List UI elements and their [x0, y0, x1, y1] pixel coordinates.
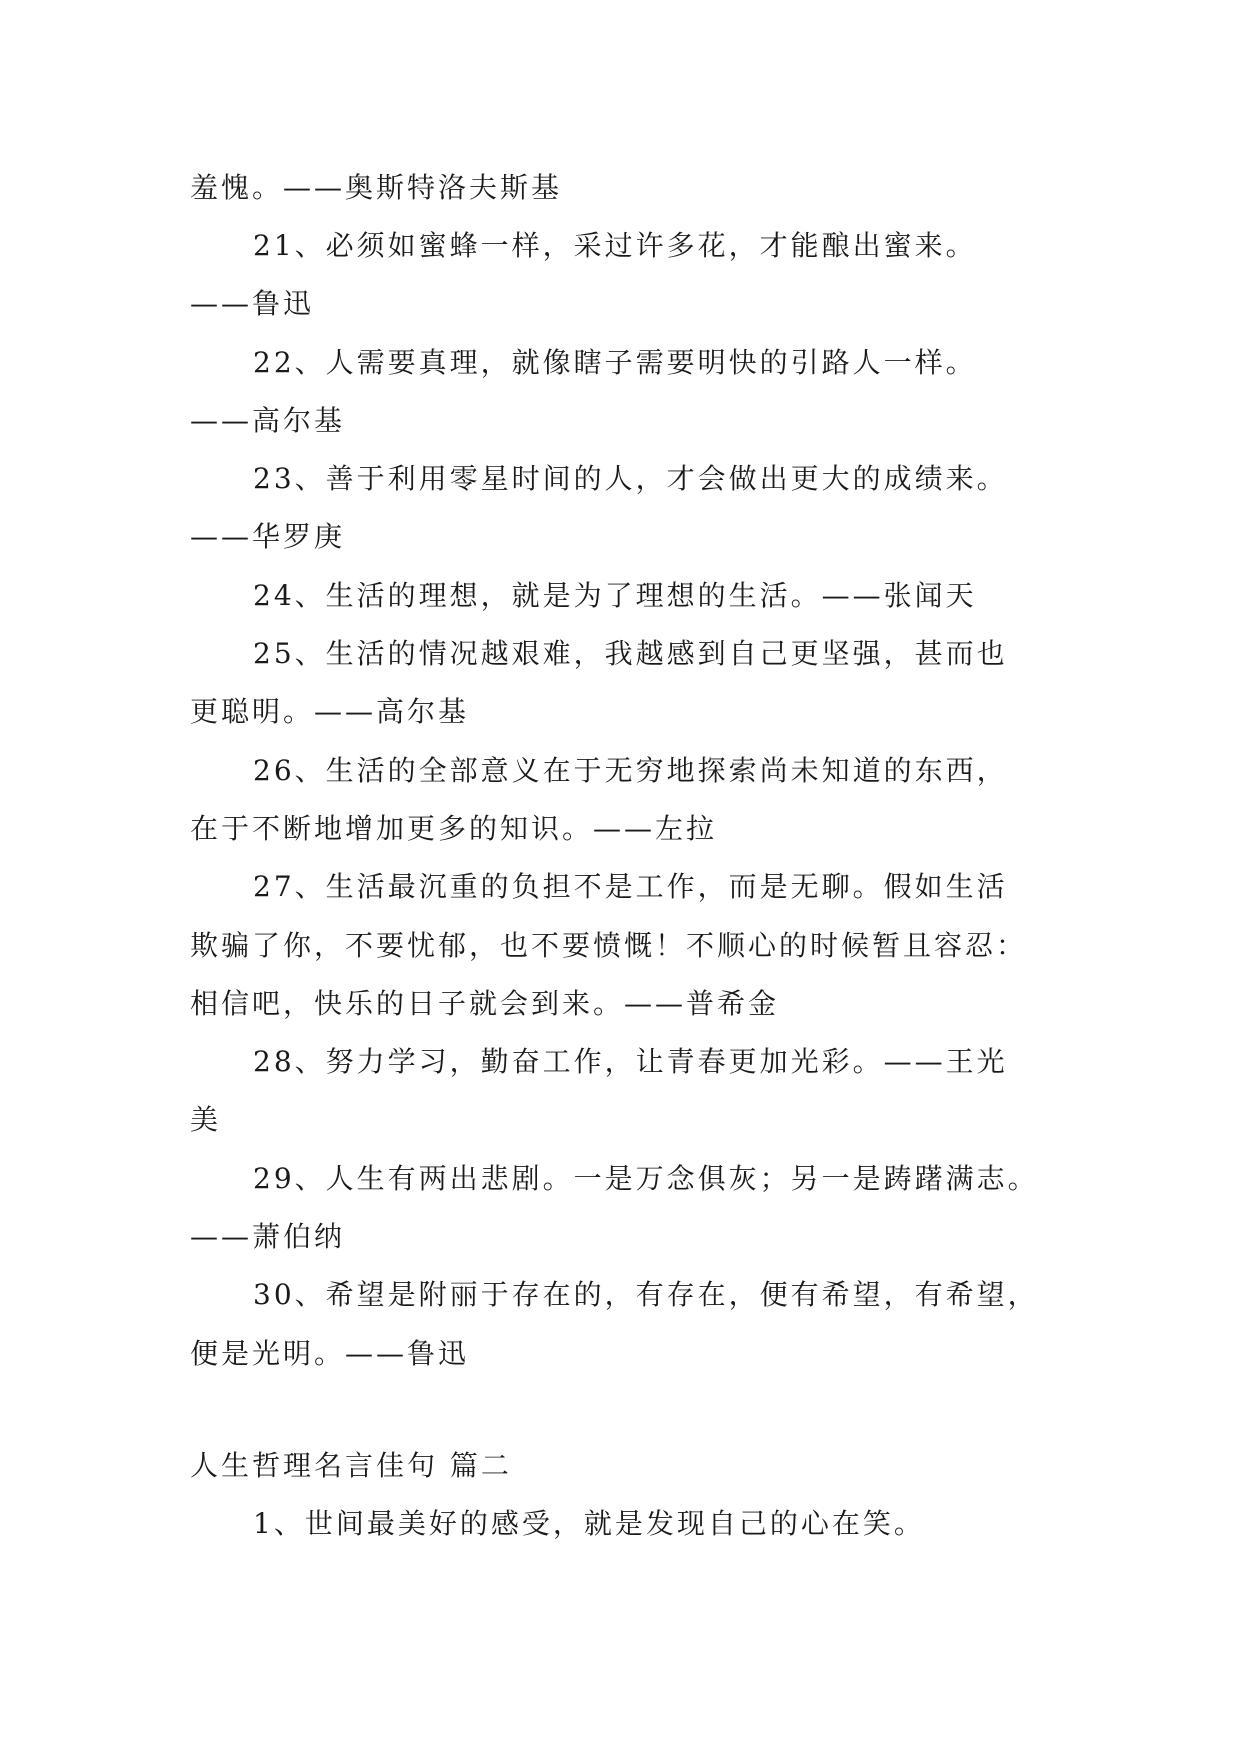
quote-29: 29、人生有两出悲剧。一是万念俱灰；另一是踌躇满志。: [253, 1162, 1039, 1195]
quote-23: 23、善于利用零星时间的人，才会做出更大的成绩来。: [253, 462, 1008, 495]
quote-22: 22、人需要真理，就像瞎子需要明快的引路人一样。: [253, 346, 977, 379]
quote-30-cont: 便是光明。——鲁迅: [190, 1337, 470, 1370]
section2-quote-1: 1、世间最美好的感受，就是发现自己的心在笑。: [253, 1507, 925, 1540]
quote-27-cont-1: 欺骗了你，不要忧郁，也不要愤慨！不顺心的时候暂且容忍：: [190, 929, 1028, 962]
quote-21: 21、必须如蜜蜂一样，采过许多花，才能酿出蜜来。: [253, 229, 977, 262]
quote-23-author: ——华罗庚: [190, 520, 346, 553]
quote-21-author: ——鲁迅: [190, 287, 315, 320]
quote-28: 28、努力学习，勤奋工作，让青春更加光彩。——王光: [253, 1045, 1008, 1078]
quote-30: 30、希望是附丽于存在的，有存在，便有希望，有希望，: [253, 1278, 1039, 1311]
section-heading: 人生哲理名言佳句 篇二: [190, 1449, 512, 1482]
quote-22-author: ——高尔基: [190, 404, 346, 437]
quote-25-cont: 更聪明。——高尔基: [190, 695, 470, 728]
quote-20-tail: 羞愧。——奥斯特洛夫斯基: [190, 171, 563, 204]
quote-29-author: ——萧伯纳: [190, 1220, 346, 1253]
quote-26: 26、生活的全部意义在于无穷地探索尚未知道的东西，: [253, 754, 1008, 787]
quote-27-cont-2: 相信吧，快乐的日子就会到来。——普希金: [190, 987, 780, 1020]
quote-26-cont: 在于不断地增加更多的知识。——左拉: [190, 812, 718, 845]
quote-25: 25、生活的情况越艰难，我越感到自己更坚强，甚而也: [253, 637, 1008, 670]
quote-24: 24、生活的理想，就是为了理想的生活。——张闻天: [253, 579, 977, 612]
quote-28-cont: 美: [190, 1103, 222, 1136]
quote-27: 27、生活最沉重的负担不是工作，而是无聊。假如生活: [253, 870, 1008, 903]
